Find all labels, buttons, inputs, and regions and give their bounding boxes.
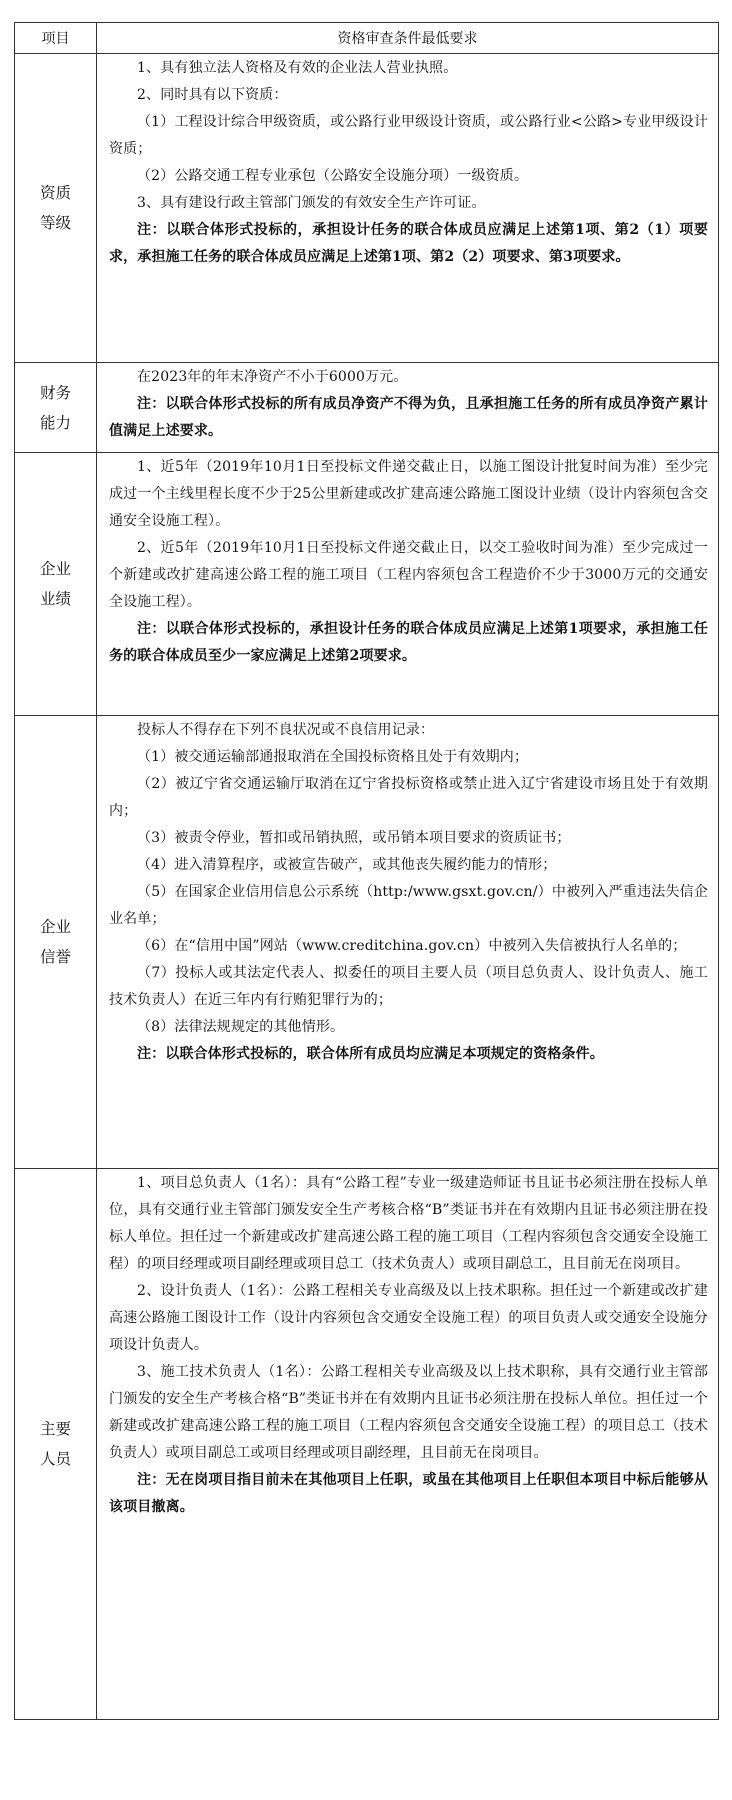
requirement-note: 注：无在岗项目指目前未在其他项目上任职，或虽在其他项目上任职但本项目中标后能够从该项目撤离。 xyxy=(109,1472,708,1515)
requirement-paragraph: （8）法律法规规定的其他情形。 xyxy=(137,1019,345,1035)
section-label xyxy=(15,54,97,363)
requirement-paragraph: 在2023年的年末净资产不小于6000万元。 xyxy=(137,369,408,385)
section-label-line: 等级 xyxy=(39,214,71,232)
requirement-paragraph: 3、施工技术负责人（1名）：公路工程相关专业高级及以上技术职称，具有交通行业主管部门颁发的安全生产考核合格“B”类证书并在有效期内且证书必须注册在投标人单位。担任过一个新建或改扩建高速公路工程的施工项目（工程内容须包含交通安全设施工程）的项目总工（技术负责人）或项目副总工或项目经理或项目副经理，且目前无在岗项目。 xyxy=(109,1364,708,1461)
table-body xyxy=(15,54,719,1720)
requirement-paragraph: 2、近5年（2019年10月1日至投标文件递交截止日，以交工验收时间为准）至少完成过一个新建或改扩建高速公路工程的施工项目（工程内容须包含工程造价不少于3000万元的交通安全设施工程）。 xyxy=(109,540,708,610)
table-row xyxy=(15,453,719,716)
section-label-line: 资质 xyxy=(39,184,71,202)
requirement-paragraph: （6）在“信用中国”网站（www.creditchina.gov.cn）中被列入失信被执行人名单的； xyxy=(137,938,687,954)
requirement-paragraph: （2）被辽宁省交通运输厅取消在辽宁省投标资格或禁止进入辽宁省建设市场且处于有效期内； xyxy=(109,776,708,819)
requirement-note: 注：以联合体形式投标的，承担设计任务的联合体成员应满足上述第1项、第2（1）项要求，承担施工任务的联合体成员应满足上述第1项、第2（2）项要求、第3项要求。 xyxy=(109,222,708,265)
section-label xyxy=(15,363,97,453)
section-label xyxy=(15,453,97,716)
section-requirements xyxy=(97,453,719,716)
table-row xyxy=(15,1169,719,1720)
requirement-paragraph: （2）公路交通工程专业承包（公路安全设施分项）一级资质。 xyxy=(137,168,529,184)
section-requirements xyxy=(97,363,719,453)
requirement-paragraph: 2、设计负责人（1名）：公路工程相关专业高级及以上技术职称。担任过一个新建或改扩建高速公路施工图设计工作（设计内容须包含交通安全设施工程）的项目负责人或交通安全设施分项设计负责人。 xyxy=(109,1283,708,1353)
section-label xyxy=(15,1169,97,1720)
section-label xyxy=(15,716,97,1169)
requirement-paragraph: 3、具有建设行政主管部门颁发的有效安全生产许可证。 xyxy=(137,195,486,211)
requirements-sheet xyxy=(14,22,719,1720)
requirement-paragraph: （5）在国家企业信用信息公示系统（http:/www.gsxt.gov.cn/）中被列入严重违法失信企业名单； xyxy=(109,884,708,927)
section-label-line: 业绩 xyxy=(39,590,71,608)
section-label-line: 企业 xyxy=(39,560,71,578)
section-label-line: 能力 xyxy=(39,413,71,432)
requirement-paragraph: （1）被交通运输部通报取消在全国投标资格且处于有效期内； xyxy=(137,749,529,765)
requirement-paragraph: 投标人不得存在下列不良状况或不良信用记录： xyxy=(137,722,435,738)
qualification-table xyxy=(14,22,719,1720)
requirement-note: 注：以联合体形式投标的，承担设计任务的联合体成员应满足上述第1项要求，承担施工任务的联合体成员至少一家应满足上述第2项要求。 xyxy=(109,621,708,664)
section-label-line: 主要 xyxy=(39,1420,71,1438)
requirement-paragraph: 1、项目总负责人（1名）：具有“公路工程”专业一级建造师证书且证书必须注册在投标人单位，具有交通行业主管部门颁发安全生产考核合格“B”类证书并在有效期内且证书必须注册在投标人单位。担任过一个新建或改扩建高速公路工程的施工项目（工程内容须包含交通安全设施工程）的项目经理或项目副经理或项目总工（技术负责人）或项目副总工，且目前无在岗项目。 xyxy=(109,1175,708,1272)
section-label-line: 人员 xyxy=(39,1450,71,1468)
requirement-paragraph: （7）投标人或其法定代表人、拟委任的项目主要人员（项目总负责人、设计负责人、施工技术负责人）在近三年内有行贿犯罪行为的； xyxy=(109,965,708,1008)
header-requirement: 资格审查条件最低要求 xyxy=(97,23,719,54)
requirement-paragraph: （1）工程设计综合甲级资质，或公路行业甲级设计资质，或公路行业<公路>专业甲级设计资质； xyxy=(109,114,708,157)
header-item: 项目 xyxy=(15,23,97,54)
section-label-line: 财务 xyxy=(39,383,71,402)
requirement-note: 注：以联合体形式投标的所有成员净资产不得为负，且承担施工任务的所有成员净资产累计值满足上述要求。 xyxy=(109,396,708,439)
requirement-paragraph: （3）被责令停业，暂扣或吊销执照，或吊销本项目要求的资质证书； xyxy=(137,830,571,846)
requirement-paragraph: 1、近5年（2019年10月1日至投标文件递交截止日，以施工图设计批复时间为准）至少完成过一个主线里程长度不少于25公里新建或改扩建高速公路施工图设计业绩（设计内容须包含交通安全设施工程）。 xyxy=(109,459,708,529)
section-requirements xyxy=(97,716,719,1169)
table-row xyxy=(15,716,719,1169)
requirement-paragraph: 1、具有独立法人资格及有效的企业法人营业执照。 xyxy=(137,60,458,76)
requirement-paragraph: 2、同时具有以下资质： xyxy=(137,87,288,103)
table-header-row xyxy=(15,23,719,54)
section-requirements xyxy=(97,1169,719,1720)
section-label-line: 企业 xyxy=(39,918,71,936)
section-label-line: 信誉 xyxy=(39,948,71,966)
table-row xyxy=(15,363,719,453)
requirement-paragraph: （4）进入清算程序，或被宣告破产，或其他丧失履约能力的情形； xyxy=(137,857,557,873)
requirement-note: 注：以联合体形式投标的，联合体所有成员均应满足本项规定的资格条件。 xyxy=(137,1046,604,1062)
table-row xyxy=(15,54,719,363)
section-requirements xyxy=(97,54,719,363)
